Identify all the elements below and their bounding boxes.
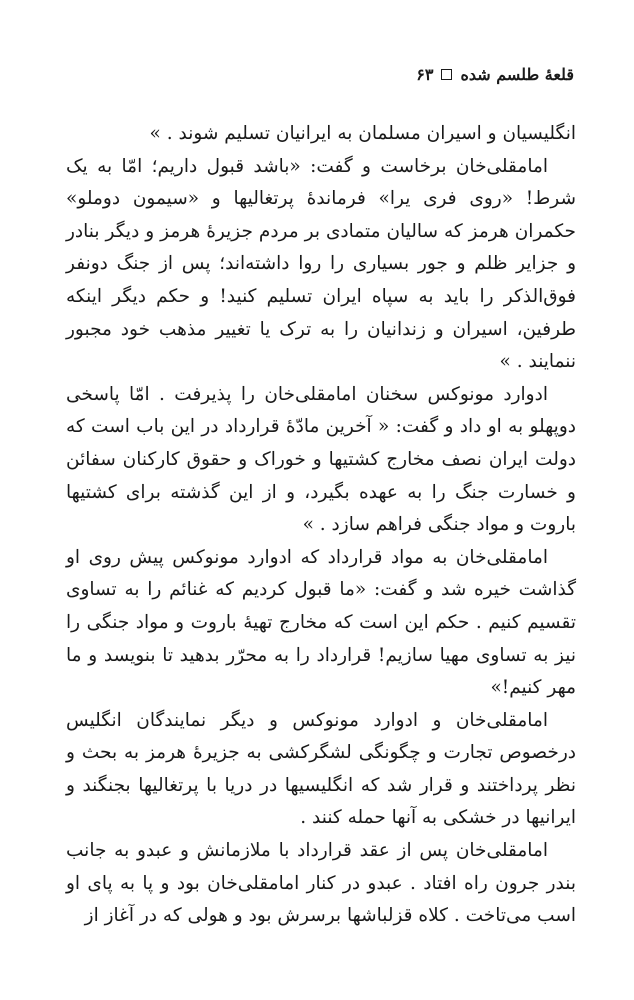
page-number: ۶۳ <box>416 64 434 84</box>
running-header <box>60 62 574 86</box>
paragraph-1: انگلیسیان و اسیران مسلمان به ایرانیان تسلیم شوند . » <box>149 123 576 144</box>
header-separator-square-icon <box>441 69 452 80</box>
paragraph-4: امامقلی‌خان به مواد قرارداد که ادوارد مونوکس پیش روی او گذاشت خیره شد و گفت: «ما قبول کردیم که غنائم را به تساوی تقسیم کنیم . حکم این است که مخارج تهیهٔ باروت و مواد جنگی را نیز به تساوی مهیا سازیم! قرارداد را به محرّر بدهید تا بنویسد و ما مهر کنیم!» <box>66 546 576 699</box>
paragraph-6: امامقلی‌خان پس از عقد قرارداد با ملازمانش و عبدو به جانب بندر جرون راه افتاد . عبدو در کنار امامقلی‌خان بود و پا به پای او اسب می‌تاخت . کلاه قزلباشها برسرش بود و هولی که در آغاز از <box>66 840 576 927</box>
paragraph-3: ادوارد مونوکس سخنان امامقلی‌خان را پذیرفت . امّا پاسخی دوپهلو به او داد و گفت: « آخرین مادّهٔ قرارداد در این باب است که دولت ایران نصف مخارج کشتیها و خوراک و حقوق کارکنان سفائن و خسارت جنگ را به عهده بگیرد، و از این گذشته برای کشتیها باروت و مواد جنگی فراهم سازد . » <box>66 383 576 536</box>
body-text <box>66 118 576 933</box>
paragraph-5: امامقلی‌خان و ادوارد مونوکس و دیگر نمایندگان انگلیس درخصوص تجارت و چگونگی لشگرکشی به جزیرهٔ هرمز به بحث و نظر پرداختند و قرار شد که انگلیسیها در دریا با پرتغالیها بجنگند و ایرانیها در خشکی به آنها حمله کنند . <box>66 709 576 829</box>
book-title: قلعهٔ طلسم شده <box>460 64 574 84</box>
paragraph-2: امامقلی‌خان برخاست و گفت: «باشد قبول داریم؛ امّا به یک شرط! «روی فری یرا» فرماندهٔ پرتغالیها و «سیمون دوملو» حکمران هرمز که سالیان متمادی بر مردم جزیرهٔ هرمز و دیگر بنادر و جزایر ظلم و جور بسیاری را روا داشته‌اند؛ پس از جنگ دونفر فوق‌الذکر را باید به سپاه ایران تسلیم کنید! و حکم دیگر اینکه طرفین، اسیران و زندانیان را به ترک یا تغییر مذهب خود مجبور ننمایند . » <box>66 155 576 373</box>
